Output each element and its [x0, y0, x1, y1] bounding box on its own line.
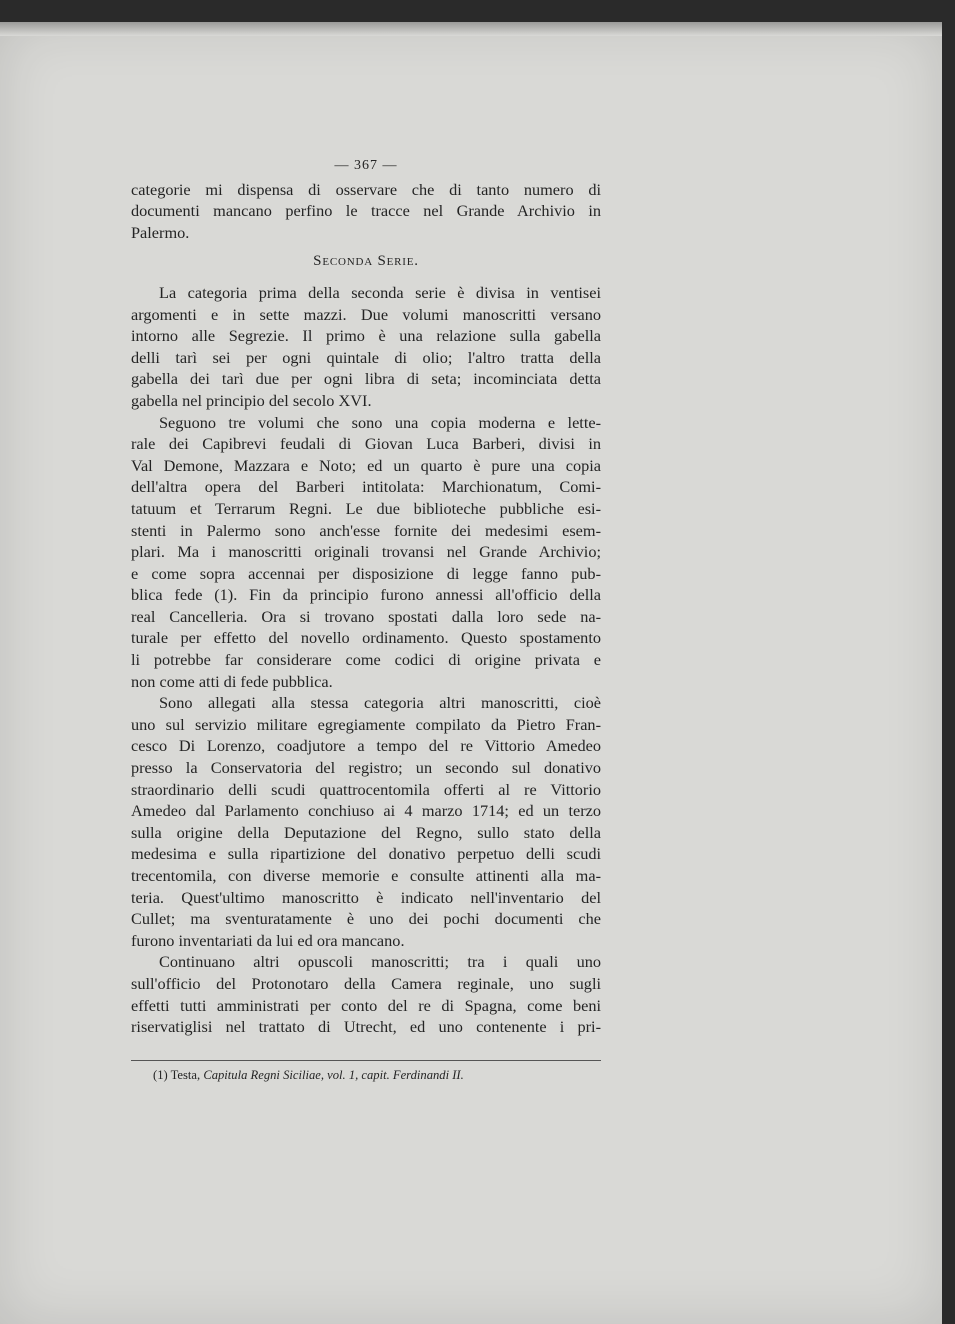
text-line: Palermo.: [131, 222, 190, 242]
body-text: [131, 179, 601, 1038]
text-line: intorno alle Segrezie. Il primo è una relazione sulla gabella: [131, 326, 601, 346]
text-line: gabella nel principio del secolo XVI.: [131, 390, 372, 410]
text-line: stenti in Palermo sono anch'esse fornite dei medesimi esem-: [131, 520, 601, 540]
text-line: dell'altra opera del Barberi intitolata: Marchionatum, Comi-: [131, 477, 601, 497]
footnote-citation: Capitula Regni Siciliae, vol. 1, capit. Ferdinandi II.: [203, 1067, 464, 1082]
text-line: argomenti e in sette mazzi. Due volumi manoscritti versano: [131, 304, 601, 324]
footnote-author: Testa,: [170, 1067, 201, 1082]
text-block: [131, 155, 601, 1083]
text-line: sull'officio del Protonotaro della Camera reginale, uno sugli: [131, 973, 601, 993]
section-heading: Seconda Serie.: [313, 253, 419, 270]
text-line: riservatiglisi nel trattato di Utrecht, ed uno contenente i pri-: [131, 1017, 601, 1037]
text-line: straordinario delli scudi quattrocentomila offerti al re Vittorio: [131, 779, 601, 799]
text-line: gabella dei tarì due per ogni libra di seta; incominciata detta: [131, 369, 601, 389]
text-line: trecentomila, con diverse memorie e consulte attinenti alla ma-: [131, 866, 601, 885]
footnote-rule: [131, 1060, 601, 1061]
text-line: non come atti di fede pubblica.: [131, 671, 333, 691]
text-line: Seguono tre volumi che sono una copia moderna e lette-: [159, 412, 601, 432]
text-line: turale per effetto del novello ordinamento. Questo spostamento: [131, 628, 601, 648]
page-number: — 367 —: [334, 158, 398, 173]
text-line: furono inventariati da lui ed ora mancano.: [131, 930, 405, 950]
text-line: La categoria prima della seconda serie è divisa in ventisei: [159, 282, 601, 302]
text-line: Val Demone, Mazzara e Noto; ed un quarto è pure una copia: [131, 455, 601, 475]
text-line: Continuano altri opuscoli manoscritti; tra i quali uno: [159, 952, 601, 972]
text-line: plari. Ma i manoscritti originali trovansi nel Grande Archivio;: [131, 542, 601, 562]
text-line: documenti mancano perfino le tracce nel Grande Archivio in: [131, 201, 601, 221]
text-line: blica fede (1). Fin da principio furono annessi all'officio della: [131, 585, 601, 605]
text-line: Cullet; ma sventuratamente è uno dei pochi documenti che: [131, 909, 601, 929]
text-line: medesima e sulla ripartizione del donativo perpetuo delli scudi: [131, 844, 601, 864]
text-line: Sono allegati alla stessa categoria altri manoscritti, cioè: [159, 693, 601, 713]
text-line: sulla origine della Deputazione del Regno, sullo stato della: [131, 822, 601, 842]
text-line: teria. Quest'ultimo manoscritto è indicato nell'inventario del: [131, 887, 601, 907]
text-line: Amedeo dal Parlamento conchiuso ai 4 marzo 1714; ed un terzo: [131, 801, 601, 821]
footnote: [131, 1067, 601, 1083]
text-line: real Cancelleria. Ora si trovano spostati dalla loro sede na-: [131, 606, 601, 626]
text-line: uno sul servizio militare egregiamente compilato da Pietro Fran-: [131, 714, 601, 734]
footnote-marker: (1): [153, 1067, 168, 1082]
scanned-page: [0, 22, 942, 1324]
text-line: tatuum et Terrarum Regni. Le due biblioteche pubbliche esi-: [131, 498, 601, 518]
text-line: li potrebbe far considerare come codici di origine privata e: [131, 650, 601, 670]
text-line: effetti tutti amministrati per conto del re di Spagna, come beni: [131, 995, 601, 1015]
text-line: cesco Di Lorenzo, coadjutore a tempo del re Vittorio Amedeo: [131, 736, 601, 756]
text-line: presso la Conservatoria del registro; un secondo sul donativo: [131, 758, 601, 778]
text-line: e come sopra accennai per disposizione di legge fanno pub-: [131, 563, 601, 583]
text-line: categorie mi dispensa di osservare che di tanto numero di: [131, 179, 601, 199]
text-line: rale dei Capibrevi feudali di Giovan Luca Barberi, divisi in: [131, 434, 601, 454]
text-line: delli tarì sei per ogni quintale di olio; l'altro tratta della: [131, 347, 601, 367]
